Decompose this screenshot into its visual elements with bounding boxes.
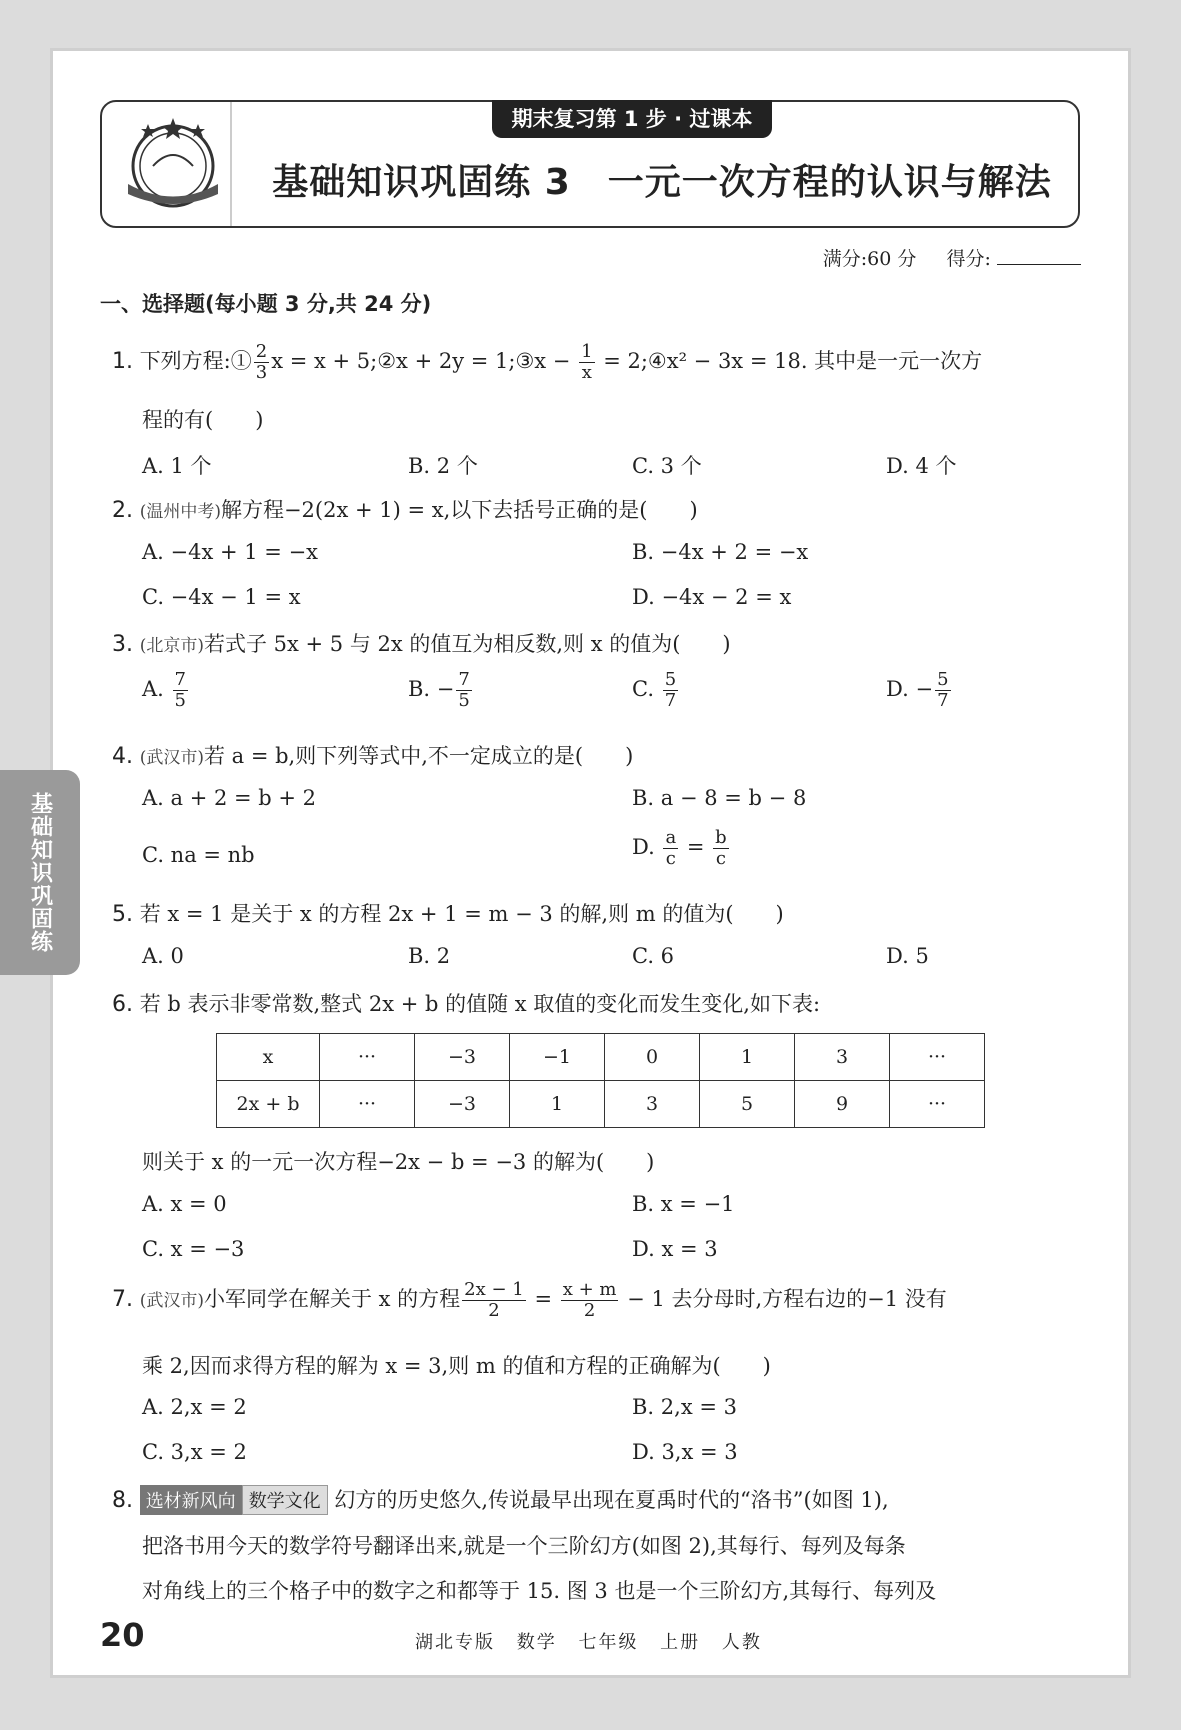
table-cell: ··· [320,1081,415,1128]
option-b[interactable]: B. 2,x = 3 [632,1395,737,1419]
score-label: 得分: [946,248,991,270]
option-c[interactable]: C. 3,x = 2 [142,1440,247,1464]
option-d[interactable]: D. x = 3 [632,1237,718,1261]
option-a[interactable]: A. x = 0 [142,1192,227,1216]
table-cell: −3 [415,1081,510,1128]
q7-text-b: − 1 去分母时,方程右边的−1 没有 [627,1286,947,1311]
question-number: 8. [112,1488,133,1513]
option-b[interactable]: B. a − 8 = b − 8 [632,786,807,810]
question-6 [112,988,820,1018]
question-source: (北京市) [139,636,204,656]
table-cell: 0 [605,1034,700,1081]
q1-text-a: 下列方程:① [139,348,252,373]
score-line [823,244,1081,271]
option-a[interactable]: A. 2,x = 2 [142,1395,247,1419]
table-cell: −1 [510,1034,605,1081]
table-cell: 1 [700,1034,795,1081]
question-number: 6. [112,992,133,1017]
page-title: 基础知识巩固练 3 一元一次方程的认识与解法 [272,162,1052,203]
question-text: 幻方的历史悠久,传说最早出现在夏禹时代的“洛书”(如图 1), [334,1488,889,1512]
option-d[interactable]: D. $\frac{a}{c}$ = $\frac{b}{c}$ [632,827,727,869]
table-cell: ··· [890,1034,985,1081]
option-c[interactable]: C. 3 个 [632,454,702,478]
question-8 [112,1484,889,1515]
question-number: 5. [112,902,133,927]
question-3 [112,628,731,658]
option-c[interactable]: C. x = −3 [142,1237,245,1261]
option-a[interactable]: A. $\frac{7}{5}$ [142,669,186,711]
step-tab: 期末复习第 1 步 · 过课本 [492,100,772,138]
option-a[interactable]: A. a + 2 = b + 2 [142,786,317,810]
question-source: (温州中考) [139,502,221,522]
table-cell: 9 [795,1081,890,1128]
table-cell: 3 [795,1034,890,1081]
question-source: (武汉市) [139,1290,204,1311]
table-cell: 1 [510,1081,605,1128]
question-number: 3. [112,632,133,657]
tag-badge: 选材新风向 [140,1485,242,1515]
option-c[interactable]: C. −4x − 1 = x [142,585,301,609]
title-header [100,100,1080,228]
question-7: 7. (武汉市)小军同学在解关于 x 的方程 $\frac{2x - 1}{2}$ = $\frac{x + m}{2}$ − 1 去分母时,方程右边的−1 没有 [112,1279,947,1321]
table-cell: x [217,1034,320,1081]
table-cell: 3 [605,1081,700,1128]
option-d[interactable]: D. 3,x = 3 [632,1440,738,1464]
question-2 [112,494,698,524]
q8-line-3: 对角线上的三个格子中的数字之和都等于 15. 图 3 也是一个三阶幻方,其每行、每列及 [142,1579,937,1603]
q7-line-2: 乘 2,因而求得方程的解为 x = 3,则 m 的值和方程的正确解为( ) [142,1354,771,1378]
question-5 [112,898,784,928]
question-text: 若式子 5x + 5 与 2x 的值互为相反数,则 x 的值为( ) [203,632,731,656]
option-c[interactable]: C. $\frac{5}{7}$ [632,669,677,711]
fraction: $\frac{2}{3}$ [255,341,268,383]
question-text: 若 x = 1 是关于 x 的方程 2x + 1 = m − 3 的解,则 m 的值为( ) [139,902,784,926]
option-d[interactable]: D. −4x − 2 = x [632,585,792,609]
option-b[interactable]: B. − $\frac{7}{5}$ [408,669,470,711]
option-b[interactable]: B. 2 [408,944,451,968]
full-score: 满分:60 分 [822,248,917,270]
table-row [217,1034,985,1081]
table-cell: 5 [700,1081,795,1128]
value-table [216,1033,985,1128]
score-blank[interactable] [997,264,1081,265]
question-number: 2. [112,498,133,523]
tag-badge: 数学文化 [242,1485,328,1515]
logo-divider [230,102,232,226]
side-tab: 基础知识巩固练 [0,770,80,975]
table-cell: ··· [320,1034,415,1081]
table-cell: −3 [415,1034,510,1081]
option-c[interactable]: C. 6 [632,944,675,968]
question-source: (武汉市) [139,748,204,768]
option-d[interactable]: D. − $\frac{5}{7}$ [886,669,949,711]
question-text: 若 b 表示非零常数,整式 2x + b 的值随 x 取值的变化而发生变化,如下表: [139,992,821,1016]
option-a[interactable]: A. −4x + 1 = −x [142,540,319,564]
section-title: 一、选择题(每小题 3 分,共 24 分) [100,292,432,316]
table-cell: ··· [890,1081,985,1128]
option-b[interactable]: B. −4x + 2 = −x [632,540,809,564]
question-number: 4. [112,744,133,769]
q8-line-2: 把洛书用今天的数学符号翻译出来,就是一个三阶幻方(如图 2),其每行、每列及每条 [142,1534,906,1558]
question-4 [112,740,633,770]
q1-text-b: x = x + 5;②x + 2y = 1;③x − [271,348,578,373]
fraction: $\frac{1}{x}$ [581,341,593,383]
table-row [217,1081,985,1128]
question-number: 1. [112,348,133,374]
option-d[interactable]: D. 5 [886,944,929,968]
q1-text-c: = 2;④x² − 3x = 18. 其中是一元一次方 [596,348,983,373]
option-d[interactable]: D. 4 个 [886,454,957,478]
question-text: 解方程−2(2x + 1) = x,以下去括号正确的是( ) [220,498,698,522]
option-c[interactable]: C. na = nb [142,843,255,867]
footer-text: 湖北专版 数学 七年级 上册 人教 [415,1632,762,1653]
q6-followup: 则关于 x 的一元一次方程−2x − b = −3 的解为( ) [142,1150,655,1174]
brand-logo [118,114,228,214]
option-b[interactable]: B. 2 个 [408,454,478,478]
question-text: 若 a = b,则下列等式中,不一定成立的是( ) [203,744,634,768]
q7-text-a: 小军同学在解关于 x 的方程 [203,1286,461,1311]
option-a[interactable]: A. 1 个 [142,454,212,478]
question-1 [112,342,982,383]
table-cell: 2x + b [217,1081,320,1128]
option-b[interactable]: B. x = −1 [632,1192,735,1216]
q1-line-2: 程的有( ) [142,408,264,432]
page-number: 20 [100,1616,145,1654]
option-a[interactable]: A. 0 [142,944,184,968]
question-number: 7. [112,1286,133,1312]
